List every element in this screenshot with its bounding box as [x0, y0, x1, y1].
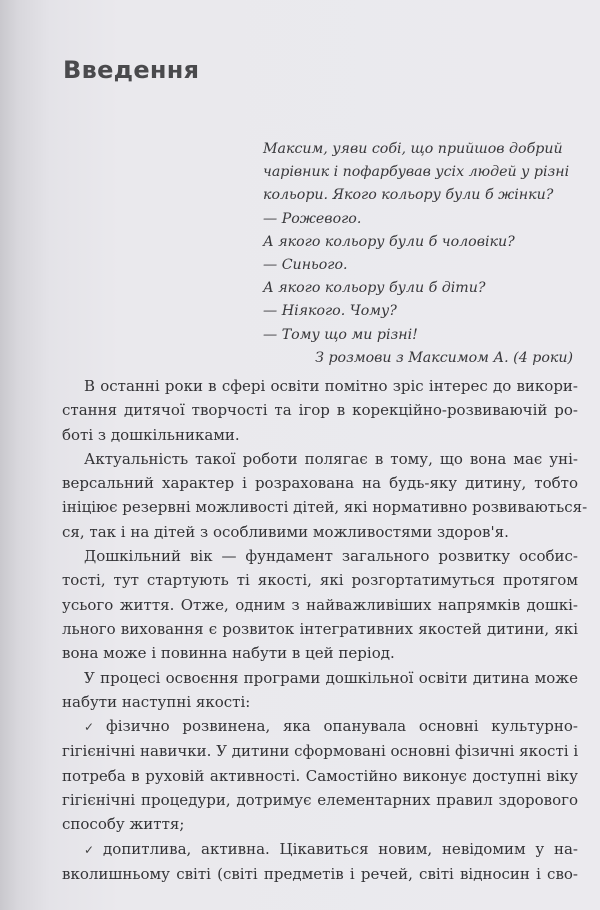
text-line: версальний характер і розрахована на будь-яку дитину, тобто — [62, 474, 578, 493]
text-line: У процесі освоєння програми дошкільної освіти дитина може — [84, 668, 578, 687]
paragraph-4 — [62, 666, 578, 715]
chapter-heading: Введення — [63, 56, 200, 84]
checkmark-icon: ✓ — [84, 842, 100, 857]
bullet-item-2 — [62, 837, 578, 887]
epigraph — [263, 138, 575, 370]
epigraph-line: А якого кольору були б чоловіки? — [263, 233, 515, 250]
text-line: способу життя; — [62, 815, 185, 834]
epigraph-line: — Синього. — [263, 257, 348, 274]
text-line: вколишньому світі (світі предметів і речей, світі відносин і сво- — [62, 864, 578, 883]
checkmark-icon: ✓ — [84, 720, 103, 735]
epigraph-line: кольори. Якого кольору були б жінки? — [263, 187, 554, 204]
text-fragment: допитлива, активна. Цікавиться новим, невідомим у на- — [103, 839, 578, 858]
text-line: боті з дошкільниками. — [62, 425, 240, 444]
epigraph-line: — Рожевого. — [263, 210, 362, 227]
bullet-item-1 — [62, 714, 578, 836]
epigraph-source: З розмови з Максимом А. (4 роки) — [315, 349, 573, 366]
text-line: вона може і повинна набути в цей період. — [62, 644, 395, 663]
text-fragment: фізично розвинена, яка опанувала основні культурно- — [106, 717, 578, 736]
text-line: льного виховання є розвиток інтегративних якостей дитини, які — [62, 619, 578, 638]
epigraph-line: Максим, уяви собі, що прийшов добрий — [263, 141, 563, 157]
text-line: тості, тут стартують ті якості, які розгортатимуться протягом — [62, 571, 578, 590]
paragraph-2 — [62, 447, 588, 544]
epigraph-line: А якого кольору були б діти? — [263, 280, 486, 297]
text-line: гігієнічні навички. У дитини сформовані основні фізичні якості і — [62, 742, 579, 761]
text-line: ся, так і на дітей з особливими можливостями здоров'я. — [62, 522, 509, 541]
epigraph-line: чарівник і пофарбував усіх людей у різні — [263, 164, 570, 181]
text-line: потреба в руховій активності. Самостійно виконує доступні віку — [62, 766, 578, 785]
text-line: набути наступні якості: — [62, 692, 251, 711]
body-text — [62, 374, 588, 886]
paragraph-1 — [62, 374, 578, 447]
text-line: Дошкільний вік — фундамент загального розвитку особис- — [84, 547, 578, 566]
text-line: гігієнічні процедури, дотримує елементарних правил здорового — [62, 791, 578, 810]
text-line: В останні роки в сфері освіти помітно зріс інтерес до викори- — [84, 377, 578, 395]
text-line: усього життя. Отже, одним з найважливіших напрямків дошкі- — [62, 595, 578, 614]
epigraph-line: — Ніякого. Чому? — [263, 303, 397, 320]
paragraph-3 — [62, 544, 578, 665]
epigraph-line: — Тому що ми різні! — [263, 326, 418, 343]
text-line — [62, 714, 578, 739]
text-line: Актуальність такої роботи полягає в тому, що вона має уні- — [84, 449, 578, 468]
text-line — [62, 837, 578, 862]
text-line: ініціює резервні можливості дітей, які нормативно розвиваються- — [62, 498, 588, 517]
text-line: стання дитячої творчості та ігор в корекційно-розвиваючій ро- — [62, 401, 578, 420]
